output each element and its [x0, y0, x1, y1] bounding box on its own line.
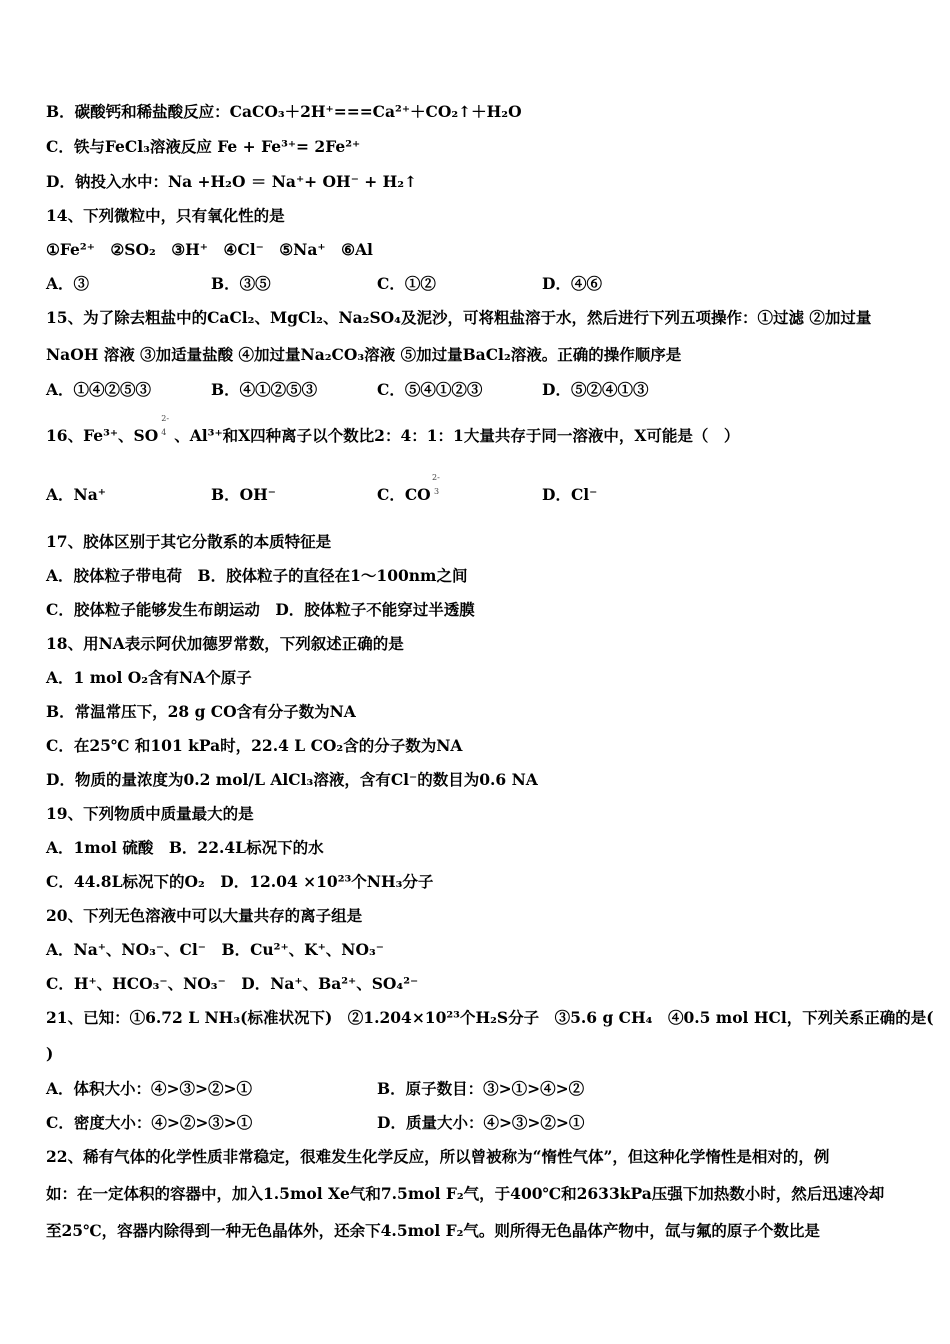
- option-c-line: C．铁与FeCl₃溶液反应 Fe + Fe³⁺= 2Fe²⁺: [46, 137, 361, 156]
- q18-option-d: D．物质的量浓度为0.2 mol/L AlCl₃溶液，含有Cl⁻的数目为0.6 NA: [46, 770, 538, 789]
- q21-option-c[interactable]: C．密度大小：④>②>③>①: [46, 1113, 253, 1132]
- q16-option-b[interactable]: B．OH⁻: [211, 485, 276, 504]
- q21-option-b[interactable]: B．原子数目：③>①>④>②: [377, 1079, 585, 1098]
- option-b-line: B．碳酸钙和稀盐酸反应：CaCO₃＋2H⁺===Ca²⁺＋CO₂↑＋H₂O: [46, 102, 522, 121]
- question-16-options: [46, 473, 906, 505]
- question-14-options: [46, 274, 906, 294]
- q16-carbonate-subscript: 3: [434, 487, 440, 496]
- q21-options-ab: [46, 1079, 906, 1099]
- q14-option-d[interactable]: D．④⑥: [542, 274, 602, 293]
- q16-sulfate-charge: 2-: [161, 414, 170, 423]
- question-22-stem-3: 至25℃，容器内除得到一种无色晶体外，还余下4.5mol F₂气。则所得无色晶体产物中，氙与氟的原子个数比是: [46, 1221, 820, 1240]
- q14-option-a[interactable]: A．③: [46, 274, 90, 293]
- q15-option-a[interactable]: A．①④②⑤③: [46, 380, 152, 399]
- q17-options-cd: C．胶体粒子能够发生布朗运动 D．胶体粒子不能穿过半透膜: [46, 600, 475, 619]
- q18-option-b: B．常温常压下，28 g CO含有分子数为NA: [46, 702, 356, 721]
- question-15-stem-1: 15、为了除去粗盐中的CaCl₂、MgCl₂、Na₂SO₄及泥沙，可将粗盐溶于水，然后进行下列五项操作：①过滤 ②加过量: [46, 308, 872, 327]
- q16-carbonate-charge: 2-: [432, 473, 440, 482]
- q17-options-ab: A．胶体粒子带电荷 B．胶体粒子的直径在1～100nm之间: [46, 566, 468, 585]
- q16-option-d[interactable]: D．Cl⁻: [542, 485, 598, 504]
- q21-options-cd: [46, 1113, 906, 1133]
- question-22-stem-2: 如：在一定体积的容器中，加入1.5mol Xe气和7.5mol F₂气，于400℃和2633kPa压强下加热数小时，然后迅速冷却: [46, 1184, 885, 1203]
- q19-options-cd: C．44.8L标况下的O₂ D．12.04 ×10²³个NH₃分子: [46, 872, 434, 891]
- q16-sulfate-subscript: 4: [161, 428, 167, 437]
- q15-option-d[interactable]: D．⑤②④①③: [542, 380, 649, 399]
- question-21-stem-end: ): [46, 1044, 54, 1063]
- q20-options-cd: C．H⁺、HCO₃⁻、NO₃⁻ D．Na⁺、Ba²⁺、SO₄²⁻: [46, 974, 419, 993]
- question-18-stem: 18、用NA表示阿伏加德罗常数，下列叙述正确的是: [46, 634, 404, 653]
- question-17-stem: 17、胶体区别于其它分散系的本质特征是: [46, 532, 332, 551]
- q16-stem-part-2: 、Al³⁺和X四种离子以个数比2：4：1：1大量共存于同一溶液中，X可能是（ ）: [174, 426, 740, 445]
- q15-option-c[interactable]: C．⑤④①②③: [377, 380, 483, 399]
- q14-option-c[interactable]: C．①②: [377, 274, 436, 293]
- question-15-options: [46, 380, 906, 400]
- question-22-stem-1: 22、稀有气体的化学性质非常稳定，很难发生化学反应，所以曾被称为“惰性气体”，但这种化学惰性是相对的，例: [46, 1147, 830, 1166]
- question-20-stem: 20、下列无色溶液中可以大量共存的离子组是: [46, 906, 363, 925]
- q16-option-a[interactable]: A．Na⁺: [46, 485, 106, 504]
- question-19-stem: 19、下列物质中质量最大的是: [46, 804, 254, 823]
- q20-options-ab: A．Na⁺、NO₃⁻、Cl⁻ B．Cu²⁺、K⁺、NO₃⁻: [46, 940, 384, 959]
- question-14-stem: 14、下列微粒中，只有氧化性的是: [46, 206, 285, 225]
- question-21-stem: 21、已知：①6.72 L NH₃(标准状况下) ②1.204×10²³个H₂S分子 ③5.6 g CH₄ ④0.5 mol HCl，下列关系正确的是(: [46, 1008, 934, 1027]
- q16-stem-part-1: 16、Fe³⁺、SO: [46, 426, 159, 445]
- question-14-particles: ①Fe²⁺ ②SO₂ ③H⁺ ④Cl⁻ ⑤Na⁺ ⑥Al: [46, 240, 373, 259]
- option-d-line: D．钠投入水中：Na +H₂O ＝ Na⁺+ OH⁻ + H₂↑: [46, 172, 418, 191]
- q15-option-b[interactable]: B．④①②⑤③: [211, 380, 318, 399]
- question-16-stem: [46, 414, 906, 446]
- q21-option-d[interactable]: D．质量大小：④>③>②>①: [377, 1113, 585, 1132]
- q18-option-c: C．在25℃ 和101 kPa时，22.4 L CO₂含的分子数为NA: [46, 736, 463, 755]
- q21-option-a[interactable]: A．体积大小：④>③>②>①: [46, 1079, 252, 1098]
- q16-option-c[interactable]: C．CO: [377, 485, 431, 504]
- question-15-stem-2: NaOH 溶液 ③加适量盐酸 ④加过量Na₂CO₃溶液 ⑤加过量BaCl₂溶液。正确的操作顺序是: [46, 345, 682, 364]
- q14-option-b[interactable]: B．③⑤: [211, 274, 271, 293]
- q19-options-ab: A．1mol 硫酸 B．22.4L标况下的水: [46, 838, 324, 857]
- q18-option-a: A．1 mol O₂含有NA个原子: [46, 668, 252, 687]
